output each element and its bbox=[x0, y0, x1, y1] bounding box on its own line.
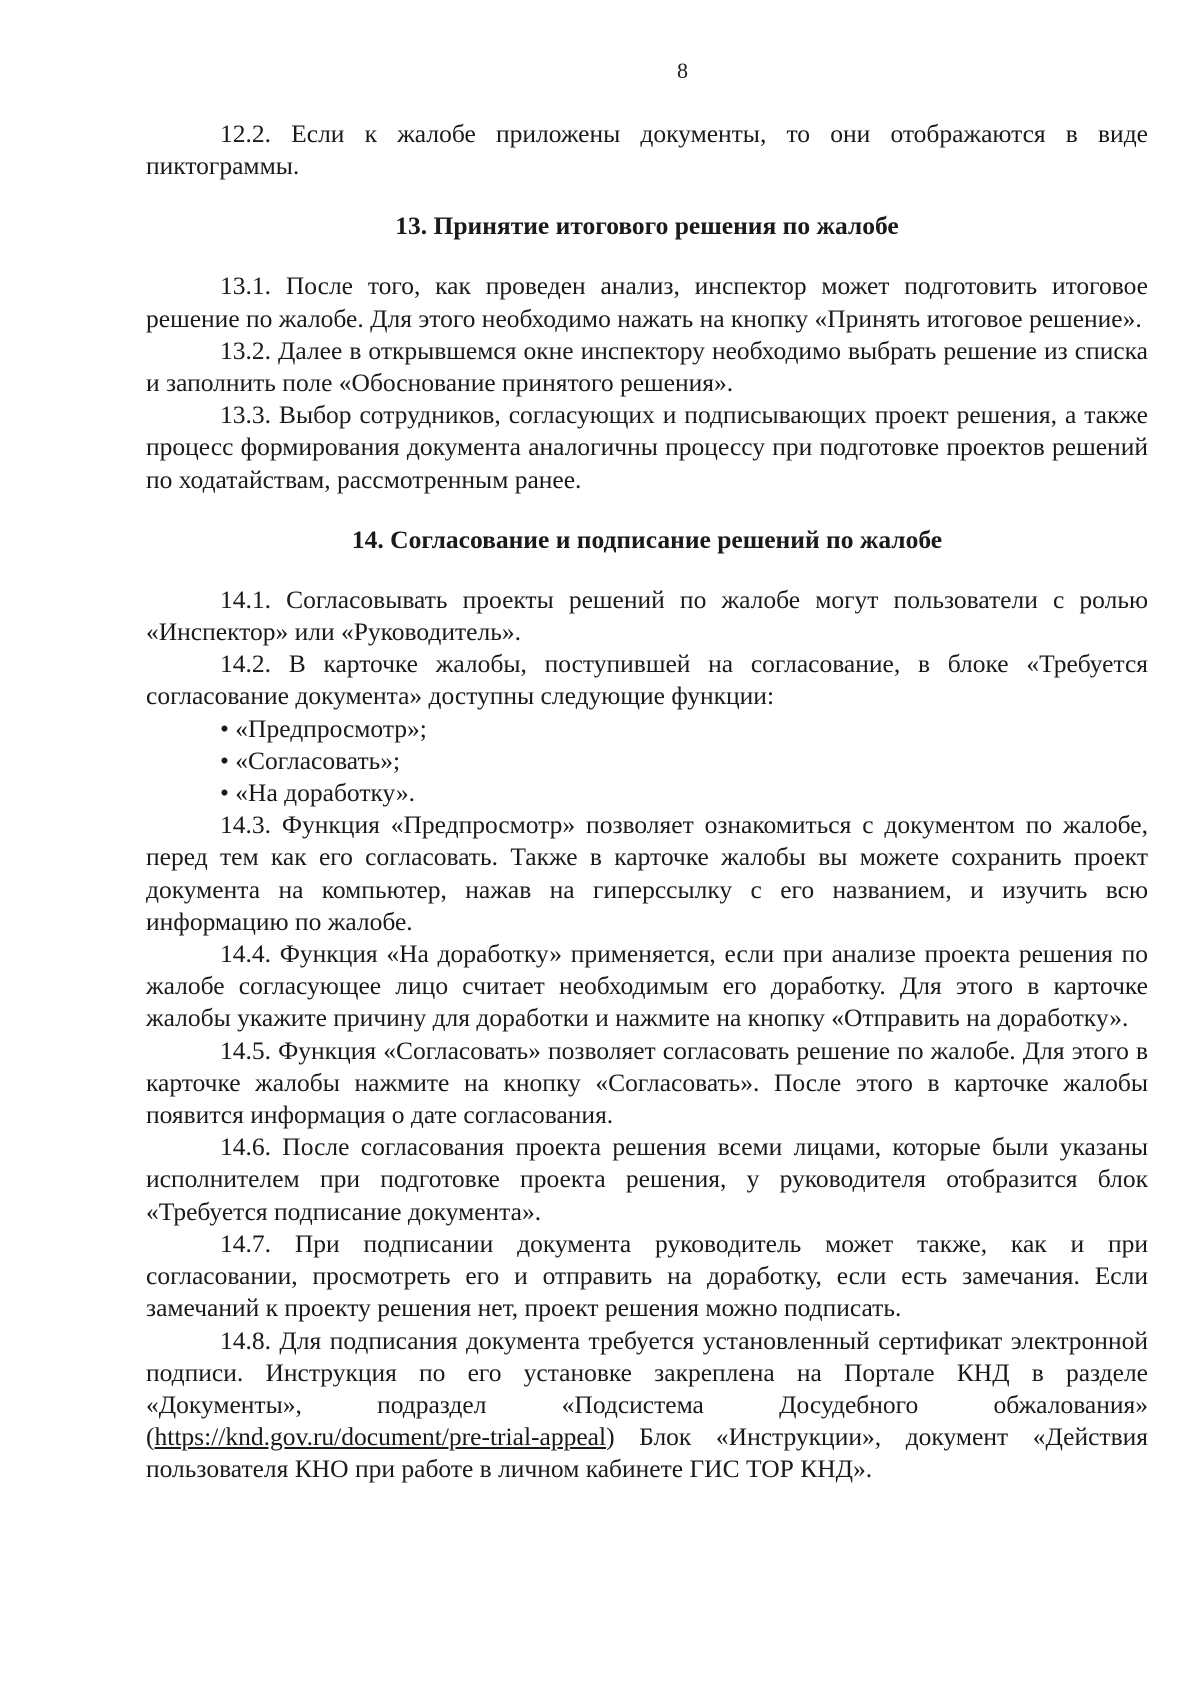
paragraph-14-6: 14.6. После согласования проекта решения всеми лицами, которые были указаны исполнителем при подготовке проекта решения, у руководителя отобразится блок «Требуется подписание документа». bbox=[146, 1132, 1148, 1226]
list-item-approve: • «Согласовать»; bbox=[220, 745, 401, 775]
paragraph-14-8-text-start: 14.8. Для подписания документа требуется установленный сертификат электронной подписи. Инструкция по его установке закреплена на Портале КНД в разделе «Документы», подраздел «Подсистема Досудебного обжалования» ( bbox=[146, 1325, 1148, 1452]
paragraph-14-7: 14.7. При подписании документа руководитель может также, как и при согласовании, просмотреть его и отправить на доработку, если есть замечания. Если замечаний к проекту решения нет, проект решения можно подписать. bbox=[146, 1228, 1148, 1323]
list-item-rework: • «На доработку». bbox=[220, 778, 416, 808]
paragraph-14-1: 14.1. Согласовывать проекты решений по жалобе могут пользователи с ролью «Инспектор» или «Руководитель». bbox=[146, 584, 1148, 647]
document-body bbox=[146, 118, 1148, 1486]
pre-trial-appeal-link[interactable]: https://knd.gov.ru/document/pre-trial-appeal bbox=[154, 1422, 607, 1452]
paragraph-14-8-text-end: ) Блок «Инструкции», документ «Действия пользователя КНО при работе в личном кабинете ГИС ТОР КНД». bbox=[146, 1422, 1148, 1484]
paragraph-13-2: 13.2. Далее в открывшемся окне инспектору необходимо выбрать решение из списка и заполнить поле «Обоснование принятого решения». bbox=[146, 335, 1148, 398]
paragraph-13-1: 13.1. После того, как проведен анализ, инспектор может подготовить итоговое решение по жалобе. Для этого необходимо нажать на кнопку «Принять итоговое решение». bbox=[146, 271, 1148, 333]
paragraph-14-2: 14.2. В карточке жалобы, поступившей на согласование, в блоке «Требуется согласование документа» доступны следующие функции: bbox=[146, 649, 1148, 711]
paragraph-14-4: 14.4. Функция «На доработку» применяется, если при анализе проекта решения по жалобе согласующее лицо считает необходимым его доработку. Для этого в карточке жалобы укажите причину для доработки и нажмите на кнопку «Отправить на доработку». bbox=[146, 939, 1148, 1033]
paragraph-14-3: 14.3. Функция «Предпросмотр» позволяет ознакомиться с документом по жалобе, перед тем как его согласовать. Также в карточке жалобы вы можете сохранить проект документа на компьютер, нажав на гиперссылку с его названием, и изучить всю информацию по жалобе. bbox=[146, 810, 1148, 936]
list-item-preview: • «Предпросмотр»; bbox=[220, 713, 427, 743]
section-13-heading: 13. Принятие итогового решения по жалобе bbox=[395, 211, 899, 241]
functions-list bbox=[146, 713, 1148, 810]
paragraph-14-8 bbox=[146, 1325, 1148, 1486]
section-14-heading: 14. Согласование и подписание решений по жалобе bbox=[351, 524, 943, 554]
page-number: 8 bbox=[677, 58, 688, 83]
paragraph-12-2: 12.2. Если к жалобе приложены документы, то они отображаются в виде пиктограммы. bbox=[146, 119, 1148, 181]
paragraph-14-5: 14.5. Функция «Согласовать» позволяет согласовать решение по жалобе. Для этого в карточке жалобы нажмите на кнопку «Согласовать». После этого в карточке жалобы появится информация о дате согласования. bbox=[146, 1035, 1148, 1130]
paragraph-13-3: 13.3. Выбор сотрудников, согласующих и подписывающих проект решения, а также процесс формирования документа аналогичны процессу при подготовке проектов решений по ходатайствам, рассмотренным ранее. bbox=[146, 400, 1148, 494]
